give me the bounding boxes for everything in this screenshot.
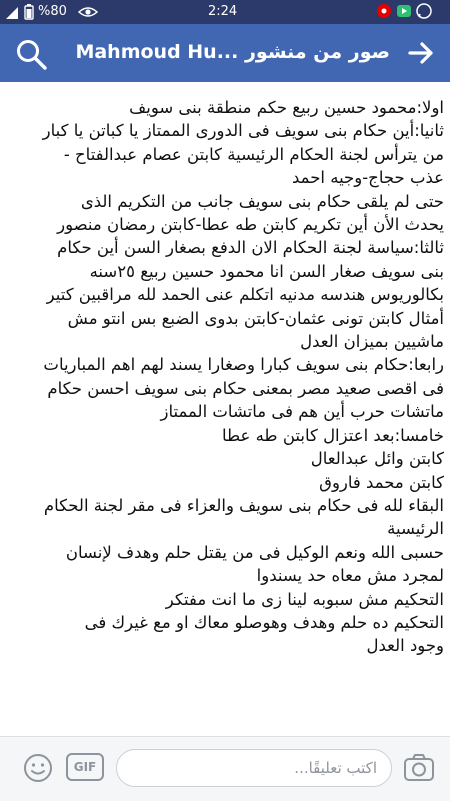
post-line: ثالثا:سياسة لجنة الحكام الان الدفع بصغار السن أين حكام <box>57 238 444 258</box>
battery-icon <box>24 4 34 20</box>
post-line: بنى سويف صغار السن انا محمود حسين ربيع ٢٥سنه <box>89 261 444 281</box>
post-line: ماشيين بميزان العدل <box>300 332 444 352</box>
shahid-icon <box>396 3 412 19</box>
comment-composer <box>0 736 450 801</box>
post-line: الرئيسية <box>387 519 444 539</box>
post-line: كابتن وائل عبدالعال <box>310 449 444 469</box>
vodafone-icon <box>376 3 392 19</box>
notification-icons <box>376 3 432 23</box>
post-text <box>0 96 450 658</box>
battery-percent: %80 <box>38 4 67 19</box>
emoji-icon[interactable] <box>22 752 54 784</box>
clock: 2:24 <box>208 4 238 19</box>
post-content <box>0 96 450 736</box>
post-line: بكالوريوس هندسه مدنيه اتكلم عنى الحمد لله مراقبين كتير <box>46 285 444 305</box>
post-line: رابعا:حكام بنى سويف كبارا وصغارا يسند لهم اهم المباريات <box>43 355 444 375</box>
post-line: حسبى الله ونعم الوكيل فى من يقتل حلم وهدف لإنسان <box>65 542 444 562</box>
post-line: البقاء لله فى حكام بنى سويف والعزاء فى مقر لجنة الحكام <box>43 495 444 515</box>
post-line: التحكيم مش سبوبه لينا زى ما انت مفتكر <box>165 589 444 609</box>
arrow-right-icon[interactable] <box>406 38 436 68</box>
app-bar <box>0 24 450 82</box>
post-line: فى اقصى صعيد مصر بمعنى حكام بنى سويف احسن حكام <box>47 378 444 398</box>
camera-icon[interactable] <box>402 751 436 785</box>
post-line: يحدث الأن أين تكريم كابتن طه عطا-كابتن رمضان منصور <box>57 215 444 235</box>
search-icon[interactable] <box>14 37 48 71</box>
post-line: التحكيم ده حلم وهدف وهوصلو معاك او مع غيرك فى <box>84 612 444 632</box>
gif-button[interactable]: GIF <box>66 753 104 781</box>
post-line: حتى لم يلقى حكام بنى سويف جانب من التكريم الذى <box>80 191 444 211</box>
comment-input[interactable]: اكتب تعليقًا... <box>116 749 392 787</box>
post-line: وجود العدل <box>366 636 444 656</box>
page-title: صور من منشور ...Mahmoud Hu <box>75 41 390 63</box>
post-line: من يترأس لجنة الحكام الرئيسية كابتن عصام عبدالفتاح - <box>63 144 444 164</box>
post-line: خامسا:بعد اعتزال كابتن طه عطا <box>221 425 444 445</box>
post-line: أمثال كابتن تونى عثمان-كابتن بدوى الضبع بس انتو مش <box>67 308 444 328</box>
post-line: عذب حجاج-وجيه احمد <box>292 168 444 188</box>
post-line: كابتن محمد فاروق <box>319 472 444 492</box>
status-bar <box>0 0 450 24</box>
signal-icon <box>6 4 20 20</box>
whatsapp-icon <box>416 3 432 19</box>
post-line: ماتشات حرب أين هم فى ماتشات الممتاز <box>160 402 444 422</box>
post-line: ثانيا:أين حكام بنى سويف فى الدورى الممتاز يا كباتن يا كبار <box>42 121 444 141</box>
post-line: لمجرد مش معاه حد يسندوا <box>256 566 444 586</box>
post-line: اولا:محمود حسين ربيع حكم منطقة بنى سويف <box>129 98 444 117</box>
eye-icon <box>78 6 98 18</box>
